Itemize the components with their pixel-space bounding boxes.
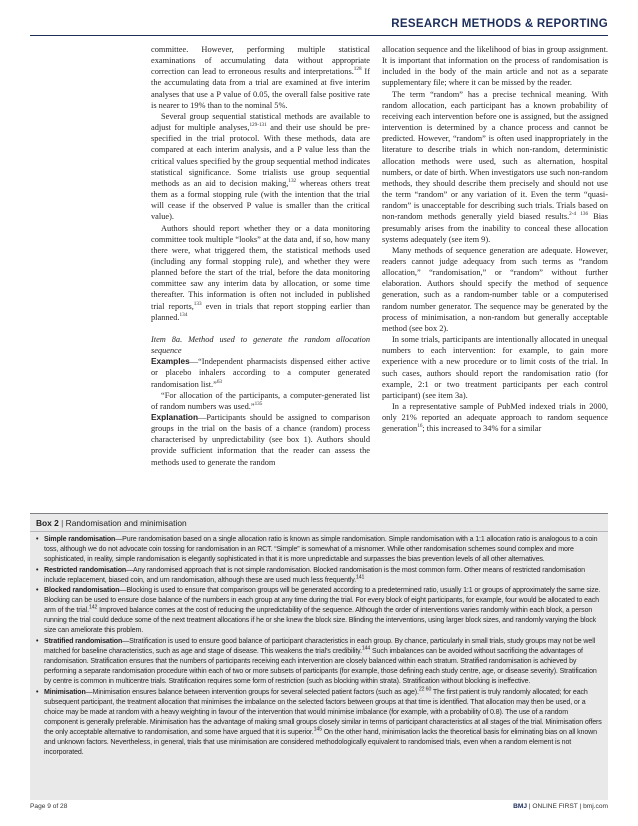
box-item-simple: • Simple randomisation—Pure randomisation based on a single allocation ratio is known as simple randomisation. Simple randomisation with a 1:1 allocation ratio is analogous to a coin toss, although we do not advocate coin tossing for randomisation in an RCT. “Simple” is somewhat of a misnomer. While other randomisation schemes sound complex and more sophisticated, in reality, simple randomisation is elegantly sophisticated in that it is more unpredictable and surpasses the bias prevention levels of all other alternatives. [36, 536, 598, 564]
paragraph-allocation-bias: allocation sequence and the likelihood of bias in group assignment. It is important that information on the process of randomisation is included in the body of the main article and not as a separate supplementary file; where it can be missed by the reader. [382, 45, 608, 88]
box-title [30, 514, 608, 532]
box-term: Stratified randomisation [44, 637, 123, 645]
box-term: Simple randomisation [44, 536, 116, 543]
journal-footer-text: | ONLINE FIRST | bmj.com [527, 803, 608, 810]
reference: 132 [288, 178, 297, 185]
box-list [30, 532, 608, 758]
paragraph-group-sequential: Several group sequential statistical methods are available to adjust for multiple analyses,$^{129-131}$ and their use should be pre-specified in the trial protocol. With these methods, data are compared at each interim analysis, and a P value less than the critical values specified by the group sequential method indicates statistical significance. Some trialists use group sequential methods as an aid to decision making,$^{132}$ whereas others treat them as a formal stopping rule (with the intention that the trial will cease if the observed P value is smaller than the critical value). [151, 111, 370, 222]
section-header [30, 18, 608, 36]
paragraph-pubmed-sample: In a representative sample of PubMed indexed trials in 2000, only 21% reported an adequate approach to random sequence generation$^{16}$; this increased to 34% for a similar [382, 402, 608, 434]
reference: 145 [313, 726, 322, 733]
reference: 135 [254, 401, 263, 408]
journal-brand: BMJ [513, 803, 528, 810]
reference: 22 60 [418, 686, 432, 693]
reference: 2-4 136 [569, 211, 589, 218]
second-example: “For allocation of the participants, a computer-generated list of random numbers was used.”$^{135}$ [151, 390, 370, 411]
box-item-stratified: • Stratified randomisation—Stratification is used to ensure good balance of participant characteristics in each group. By chance, particularly in small trials, study groups may not be well matched for baseline characteristics, such as age and stage of disease. This weakens the trial’s credibility.$^{144}$ Such imbalances can be avoided without sacrificing the advantages of randomisation. Stratification ensures that the numbers of participants receiving each intervention are closely balanced within each stratum. Stratified randomisation is achieved by performing a separate randomisation procedure within each of two or more subsets of participants (for example, those defining each study centre, age, or disease severity). Stratification by centre is common in multicentre trials. Stratification requires some form of restriction (such as blocking within strata). Stratification without blocking is ineffective. [36, 637, 597, 686]
item-8a-label: Item 8a. Method used to generate the random allocation sequence [151, 334, 370, 356]
reference: 128 [353, 66, 362, 73]
bullet: • [36, 536, 39, 543]
paragraph-multiple-looks: committee. However, performing multiple statistical examinations of accumulating data without appropriate correction can lead to erroneous results and interpretations.$^{128}$ If the accumulating data from a trial are examined at five interim analyses that use a P value of 0.05, the overall false positive rate is nearer to 19% than to the nominal 5%. [151, 45, 370, 110]
paragraph-unequal-allocation: In some trials, participants are intentionally allocated in unequal numbers to each intervention: for example, to gain more experience with a new procedure or to limit costs of the trial. In such cases, authors should report the randomisation ratio (for example, 2:1 or two treatment participants per each control participant) (see item 3a). [382, 335, 608, 400]
reference: 144 [361, 645, 371, 652]
explanation-paragraph: Explanation—Participants should be assigned to comparison groups in the trial on the basis of a chance (random) process characterised by unpredictability (see box 1). Authors should provide sufficient information that the reader can assess the methods used to generate the random [151, 412, 370, 467]
explanation-heading: Explanation [151, 412, 199, 422]
box-title-text: Randomisation and minimisation [65, 518, 187, 528]
reference: 142 [88, 604, 98, 611]
box-item-restricted: • Restricted randomisation—Any randomised approach that is not simple randomisation. Blocked randomisation is the most common form. Other means of restricted randomisation include replacement, biased coin, and urn randomisation, although these are used much less frequently.$^{141}$ [36, 566, 585, 584]
paragraph-sequence-methods: Many methods of sequence generation are adequate. However, readers cannot judge adequacy from such terms as “random allocation,” “randomisation,” or “random” without further elaboration. Authors should specify the method of sequence generation, such as a random-number table or a computerised random number generator. The sequence may be generated by the process of minimisation, a non-random but generally acceptable method (see box 2). [382, 245, 608, 333]
box-randomisation [30, 513, 608, 800]
right-column [382, 44, 608, 434]
section-title: RESEARCH METHODS & REPORTING [391, 18, 608, 30]
examples-paragraph: Examples—“Independent pharmacists dispensed either active or placebo inhalers according to a computer generated randomisation list.”$^{63}$ [151, 356, 370, 389]
reference: 16 [417, 423, 423, 430]
reference: 129-131 [249, 122, 267, 129]
bullet: • [36, 566, 39, 574]
reference: 134 [179, 311, 188, 318]
journal-footer [513, 803, 608, 810]
box-item-minimisation: • Minimisation—Minimisation ensures balance between intervention groups for several selected patient factors (such as age).$^{22 60}$ The first patient is truly randomly allocated; for each subsequent participant, the treatment allocation that minimises the imbalance on the selected factors between groups at that time is identified. That allocation may then be used, or a choice may be made at random with a heavy weighting in favour of the intervention that would minimise imbalance (for example, with a probability of 0.8). The use of a random component is generally preferable. Minimisation has the advantage of making small groups closely similar in terms of participant characteristics at all stages of the trial. Minimisation offers the only acceptable alternative to randomisation, and some have argued that it is superior.$^{145}$ On the other hand, minimisation lacks the theoretical basis for eliminating bias on all known and unknown factors. Nevertheless, in general, trials that use minimisation are considered methodologically equivalent to randomised trials, even when a random element is not incorporated. [36, 686, 602, 756]
bullet: • [36, 587, 39, 595]
reference: 63 [216, 378, 223, 385]
box-item-blocked: • Blocked randomisation—Blocking is used to ensure that comparison groups will be generated according to a predetermined ratio, usually 1:1 or groups of approximately the same size. Blocking can be used to ensure close balance of the numbers in each group at any time during the trial. For every block of eight participants, for example, four would be allocated to each arm of the trial.$^{142}$ Improved balance comes at the cost of reducing the unpredictability of the sequence. Although the order of interventions varies randomly within each block, a person running the trial could deduce some of the next treatment allocations if he or she knew the block size. Blinding the interventions, using larger block sizes, and randomly varying the block size can ameliorate this problem. [36, 587, 601, 635]
reference: 133 [193, 300, 202, 307]
bullet: • [36, 688, 39, 696]
paragraph-random-meaning: The term “random” has a precise technical meaning. With random allocation, each participant has a known probability of receiving each intervention before one is assigned, but the assigned intervention is determined by a chance process and cannot be predicted. However, “random” is often used inappropriately in the literature to describe trials in which non-random, deterministic allocation methods were used, such as alternation, hospital numbers, or date of birth. When investigators use such non-random methods, they should describe them precisely and should not use the term “random” or any variation of it. Even the term “quasi-random” is unacceptable for describing such trials. Trials based on non-random methods generally yield biased results.$^{2-4 136}$ Bias presumably arises from the inability to conceal these allocation systems adequately (see item 9). [382, 89, 608, 244]
paragraph-reporting-looks: Authors should report whether they or a data monitoring committee took multiple “looks” at the data and, if so, how many there were, what triggered them, the statistical methods used (including any formal stopping rule), and whether they were planned before the start of the trial, before the data monitoring committee saw any interim data by allocation, or some time thereafter. This information is often not included in published trial reports,$^{133}$ even in trials that report stopping earlier than planned.$^{134}$ [151, 223, 370, 322]
box-term: Blocked randomisation [44, 587, 120, 595]
bullet: • [36, 637, 39, 645]
examples-heading: Examples [151, 356, 190, 367]
box-term: Restricted randomisation [44, 566, 127, 574]
reference: 141 [355, 574, 365, 581]
left-column [151, 44, 370, 468]
box-term: Minimisation [44, 688, 86, 696]
box-number: Box 2 [36, 518, 59, 528]
box-separator: | [58, 518, 66, 528]
page-number: Page 9 of 28 [30, 803, 68, 810]
